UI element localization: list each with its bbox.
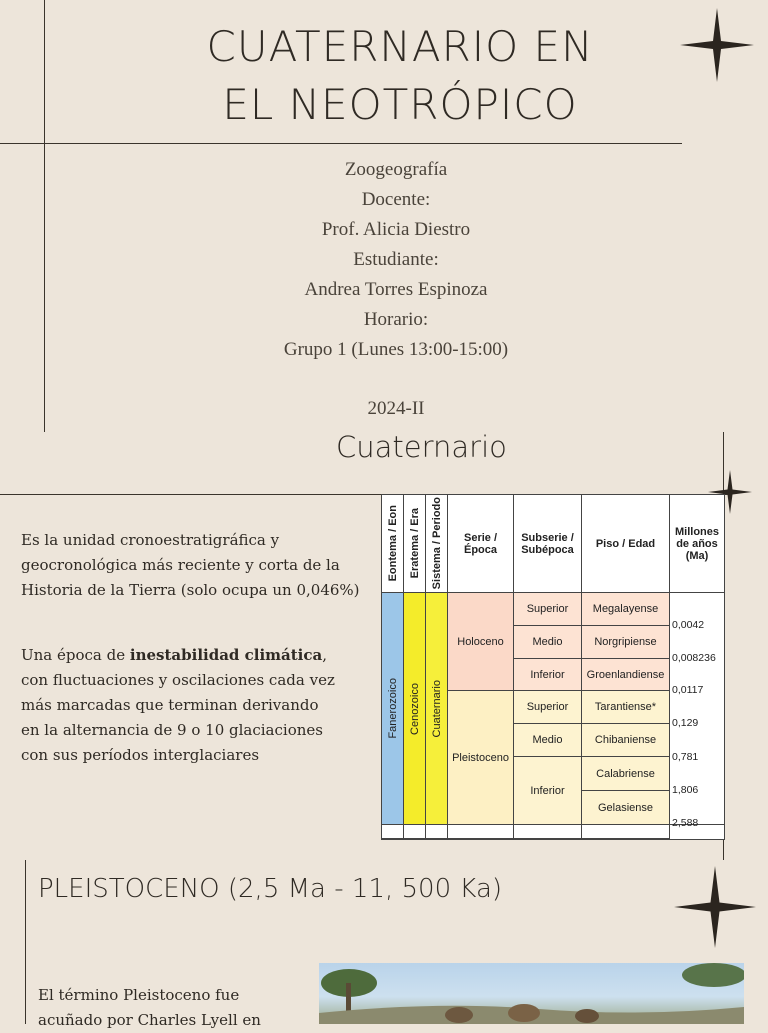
- page-title: [140, 18, 660, 134]
- empty-row-cell: [382, 825, 404, 839]
- header-epoch: Serie / Época: [448, 495, 514, 593]
- pleistocene-landscape-image: [319, 963, 744, 1024]
- sparkle-star-icon: [680, 8, 754, 82]
- subepoch-cell: Medio: [514, 724, 582, 757]
- era-cell: Cenozoico: [404, 593, 426, 825]
- stage-cell: Gelasiense: [582, 791, 670, 825]
- sparkle-star-icon: [674, 866, 756, 948]
- empty-row-cell: [514, 825, 582, 839]
- header-subepoch: Subserie / Subépoca: [514, 495, 582, 593]
- eon-cell: Fanerozoico: [382, 593, 404, 825]
- empty-row-cell: [448, 825, 514, 839]
- ma-value: 0,129: [672, 717, 699, 729]
- title-divider: [0, 143, 682, 144]
- teacher-name: Prof. Alicia Diestro: [321, 219, 471, 240]
- cuaternario-paragraph-1: Es la unidad cronoestratigráfica y geocronológica más reciente y corta de la Historia de la Tierra (solo ocupa un 0,046%): [21, 531, 360, 599]
- section-heading-cuaternario: Cuaternario: [336, 430, 507, 464]
- subepoch-cell: Inferior: [514, 757, 582, 825]
- pleistoceno-paragraph: El término Pleistoceno fue acuñado por Charles Lyell en: [38, 986, 261, 1029]
- stage-cell: Calabriense: [582, 757, 670, 791]
- stage-cell: Groenlandiense: [582, 659, 670, 691]
- ma-value: 0,008236: [672, 652, 716, 664]
- bottom-left-vertical-rule: [25, 860, 26, 1024]
- schedule-value: Grupo 1 (Lunes 13:00-15:00): [283, 339, 509, 360]
- subepoch-cell: Inferior: [514, 659, 582, 691]
- course-name: Zoogeografía: [344, 159, 448, 180]
- stage-cell: Megalayense: [582, 593, 670, 626]
- empty-row-cell: [404, 825, 426, 839]
- stage-cell: Norgripiense: [582, 626, 670, 659]
- empty-row-cell: [582, 825, 670, 839]
- cuaternario-paragraph-2: [21, 643, 341, 768]
- course-info: [230, 155, 562, 365]
- epoch-pleistoceno: Pleistoceno: [448, 691, 514, 825]
- left-vertical-rule: [44, 0, 45, 432]
- header-eon: Eontema / Eon: [382, 495, 404, 593]
- ma-value: 2,588: [672, 817, 699, 829]
- section-heading-pleistoceno: PLEISTOCENO (2,5 Ma - 11, 500 Ka): [38, 874, 503, 904]
- stage-cell: Tarantiense*: [582, 691, 670, 724]
- geologic-time-table: [381, 494, 725, 840]
- header-era: Eratema / Era: [404, 495, 426, 593]
- title-line-2: EL NEOTRÓPICO: [222, 80, 578, 129]
- term: 2024-II: [367, 398, 425, 419]
- stage-cell: Chibaniense: [582, 724, 670, 757]
- subepoch-cell: Superior: [514, 593, 582, 626]
- ma-value: 0,0042: [672, 619, 705, 631]
- epoch-holoceno: Holoceno: [448, 593, 514, 691]
- p2-highlight: inestabilidad climática: [129, 646, 323, 664]
- schedule-label: Horario:: [363, 309, 429, 330]
- ma-value: 1,806: [672, 784, 699, 796]
- subepoch-cell: Superior: [514, 691, 582, 724]
- header-stage: Piso / Edad: [582, 495, 670, 593]
- ma-value: 0,0117: [672, 684, 704, 696]
- p2-text-end: , con fluctuaciones y oscilaciones cada vez más marcadas que terminan derivando en la alternancia de 9 o 10 glaciaciones con sus períodos interglaciares: [21, 646, 335, 764]
- title-line-1: CUATERNARIO EN: [206, 22, 594, 71]
- ma-value: 0,781: [672, 751, 699, 763]
- student-label: Estudiante:: [353, 249, 439, 270]
- period-cell: Cuaternario: [426, 593, 448, 825]
- empty-row-cell: [426, 825, 448, 839]
- teacher-label: Docente:: [361, 189, 431, 210]
- p2-text-start: Una época de: [21, 646, 130, 664]
- header-ma: Millones de años (Ma): [670, 495, 724, 593]
- student-name: Andrea Torres Espinoza: [304, 279, 488, 300]
- subepoch-cell: Medio: [514, 626, 582, 659]
- header-period: Sistema / Periodo: [426, 495, 448, 593]
